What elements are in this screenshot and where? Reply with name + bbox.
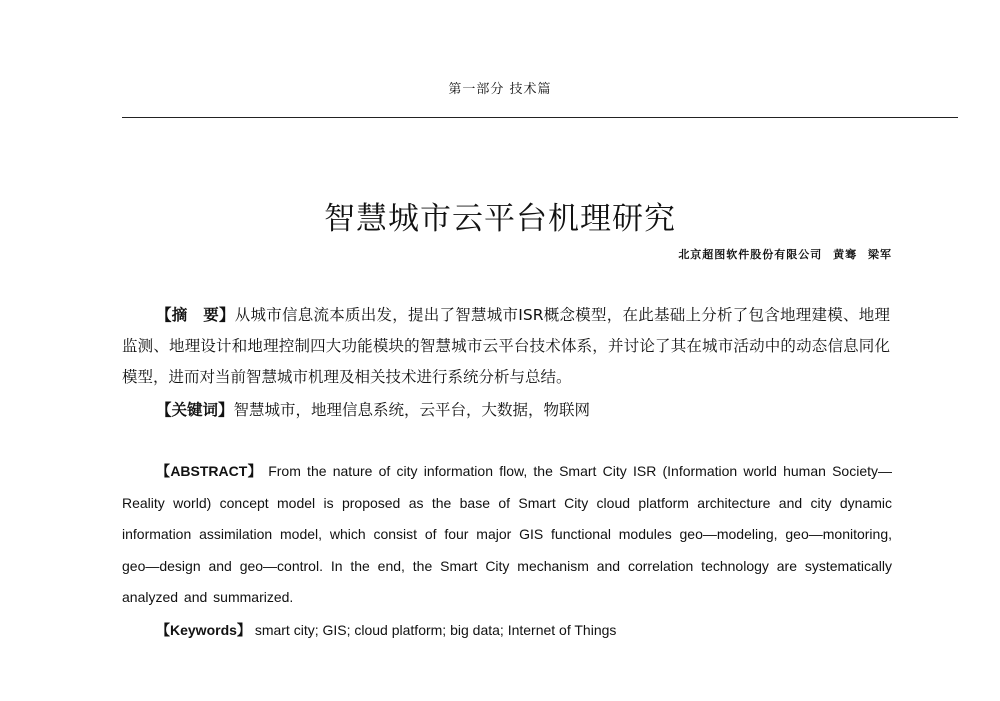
chinese-keywords [156,395,890,426]
english-abstract-label: 【ABSTRACT】 [156,463,262,479]
author-line [672,246,892,262]
english-keywords [156,615,616,646]
running-header: 第一部分 技术篇 [448,82,552,97]
header-divider [122,117,958,118]
paper-title: 智慧城市云平台机理研究 [324,200,676,237]
author-affiliation: 北京超图软件股份有限公司 [678,248,823,261]
english-keywords-text: smart city; GIS; cloud platform; big data; Internet of Things [254,622,617,638]
english-abstract [122,456,892,614]
chinese-abstract [122,300,890,393]
chinese-keywords-text: 智慧城市，地理信息系统，云平台，大数据，物联网 [233,401,591,419]
chinese-keywords-label: 【关键词】 [156,401,234,419]
author-name: 梁军 [868,248,892,261]
english-keywords-label: 【Keywords】 [156,622,251,638]
chinese-abstract-text: 从城市信息流本质出发，提出了智慧城市ISR概念模型，在此基础上分析了包含地理建模、地理监测、地理设计和地理控制四大功能模块的智慧城市云平台技术体系，并讨论了其在城市活动中的动态信息同化模型，进而对当前智慧城市机理及相关技术进行系统分析与总结。 [122,306,890,386]
author-name: 黄骞 [833,248,858,261]
english-abstract-text: From the nature of city information flow, the Smart City ISR (Information world human Society—Reality world) concept model is proposed as the base of Smart City cloud platform architecture and city dynamic information assimilation model, which consist of four major GIS functional modules geo—modeling, geo—monitoring, geo—design and geo—control. In the end, the Smart City mechanism and correlation technology are systematically analyzed and summarized. [122,463,893,605]
chinese-abstract-label: 【摘 要】 [156,306,235,324]
